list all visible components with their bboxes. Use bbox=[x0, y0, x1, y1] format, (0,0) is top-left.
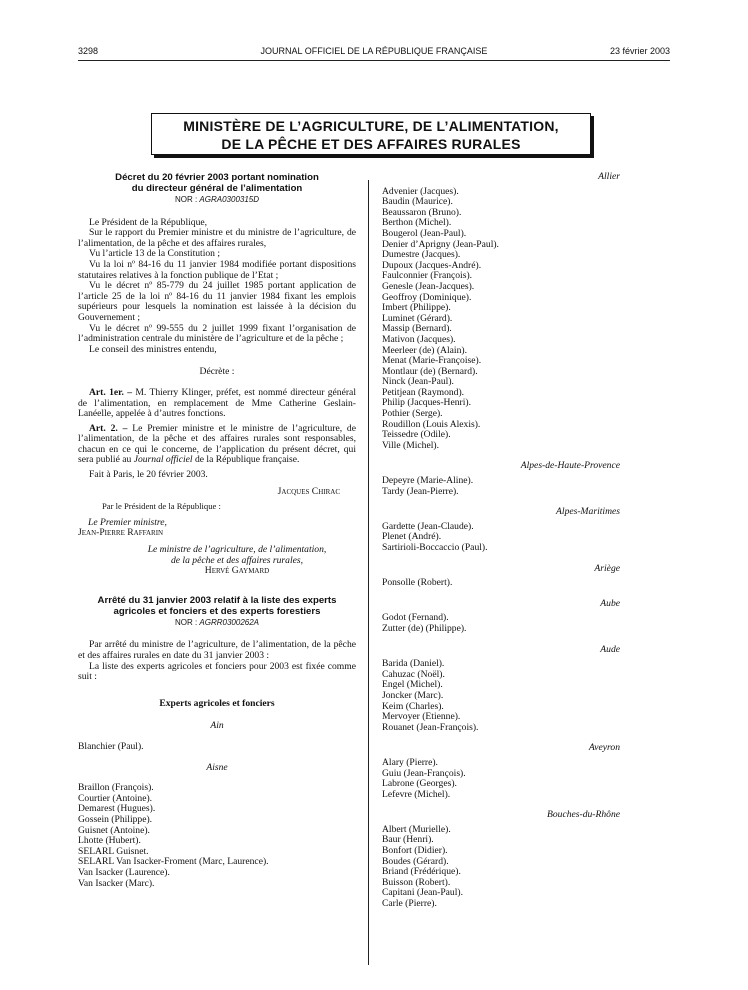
decree-preamble-paragraph: Sur le rapport du Premier ministre et du ministre de l’agriculture, de l’alimentation, de la pêche et des affaires rurales, bbox=[78, 227, 356, 249]
article-1-text: M. Thierry Klinger, préfet, est nommé directeur général de l’alimentation, en remplacement de Mme Catherine Geslain-Lanéelle, appelée à d’autres fonctions. bbox=[78, 386, 356, 420]
expert-name: Ninck (Jean-Paul). bbox=[382, 376, 454, 388]
minister-title-1: Le ministre de l’agriculture, de l’alimentation, bbox=[147, 544, 327, 556]
decree-decrete: Décrète : bbox=[199, 366, 235, 378]
expert-name: Demarest (Hugues). bbox=[78, 803, 156, 815]
decree-signer: Jacques Chirac bbox=[277, 485, 340, 497]
expert-name: Massip (Bernard). bbox=[382, 323, 452, 335]
arrete-nor: NOR : AGRR0300262A bbox=[174, 617, 260, 627]
expert-name: Briand (Frédérique). bbox=[382, 866, 461, 878]
expert-name: Lefevre (Michel). bbox=[382, 788, 451, 800]
arrete-title-line1: Arrêté du 31 janvier 2003 relatif à la liste des experts bbox=[97, 594, 337, 606]
decree-preamble-paragraph: Vu le décret nº 85-779 du 24 juillet 1985 portant application de l’article 25 de la loi nº 84-16 du 11 janvier 1984 fixant les emplois supérieurs pour lesquels la nomination est laissée à la décision du Gouvernement ; bbox=[78, 280, 356, 323]
expert-name: Gardette (Jean-Claude). bbox=[382, 520, 474, 532]
decree-preamble bbox=[78, 218, 356, 356]
expert-name: Lhotte (Hubert). bbox=[78, 835, 141, 847]
expert-name: Plenet (André). bbox=[382, 531, 442, 543]
journal-officiel-ref: Journal officiel bbox=[133, 454, 193, 466]
ministry-title-box bbox=[151, 113, 591, 155]
dept-heading: Alpes-de-Haute-Provence bbox=[520, 460, 620, 472]
expert-name: Imbert (Philippe). bbox=[382, 302, 451, 314]
expert-name: Depeyre (Marie-Aline). bbox=[382, 475, 474, 487]
column-separator bbox=[368, 180, 369, 965]
expert-name: Luminet (Gérard). bbox=[382, 312, 453, 324]
arrete-title-line2: agricoles et fonciers et des experts forestiers bbox=[113, 605, 321, 617]
dept-heading: Bouches-du-Rhône bbox=[547, 809, 620, 821]
expert-name: Albert (Murielle). bbox=[382, 823, 451, 835]
expert-name: Gossein (Philippe). bbox=[78, 813, 153, 825]
expert-name: Geoffroy (Dominique). bbox=[382, 291, 472, 303]
expert-name: Boudes (Gérard). bbox=[382, 855, 449, 867]
expert-name: Berthon (Michel). bbox=[382, 217, 452, 229]
left-column bbox=[78, 172, 356, 889]
journal-title: JOURNAL OFFICIEL DE LA RÉPUBLIQUE FRANÇAISE bbox=[260, 46, 488, 56]
dept-heading: Aisne bbox=[206, 761, 228, 773]
expert-name: Pothier (Serge). bbox=[382, 408, 443, 420]
dept-heading: Ain bbox=[210, 720, 224, 732]
expert-name: Dupoux (Jacques-André). bbox=[382, 259, 482, 271]
expert-name: Sartirioli-Boccaccio (Paul). bbox=[382, 542, 488, 553]
expert-name: Godot (Fernand). bbox=[382, 612, 449, 624]
expert-name: Carle (Pierre). bbox=[382, 898, 437, 910]
par-le-president: Par le Président de la République : bbox=[102, 501, 221, 512]
decree-title-line1: Décret du 20 février 2003 portant nomination bbox=[115, 172, 319, 183]
expert-name: Denier d’Aprigny (Jean-Paul). bbox=[382, 238, 499, 250]
expert-name: Bonfort (Didier). bbox=[382, 845, 448, 857]
ministry-title-line2: DE LA PÊCHE ET DES AFFAIRES RURALES bbox=[221, 136, 521, 152]
expert-name: Alary (Pierre). bbox=[382, 756, 438, 768]
expert-name: Guisnet (Antoine). bbox=[78, 824, 150, 836]
expert-name: Ville (Michel). bbox=[382, 439, 439, 451]
expert-name: Engel (Michel). bbox=[382, 679, 443, 691]
decree-preamble-paragraph: Le conseil des ministres entendu, bbox=[89, 343, 217, 355]
header-rule bbox=[78, 60, 670, 61]
right-column bbox=[382, 172, 670, 910]
pm-name: Jean-Pierre Raffarin bbox=[78, 527, 164, 539]
expert-name: Braillon (François). bbox=[78, 782, 154, 794]
expert-name: Roudillon (Louis Alexis). bbox=[382, 418, 481, 430]
expert-name: Van Isacker (Laurence). bbox=[78, 866, 170, 878]
decree-title-line2: du directeur général de l’alimentation bbox=[131, 183, 303, 194]
expert-name: Faulconnier (François). bbox=[382, 270, 473, 282]
expert-name: Menat (Marie-Françoise). bbox=[382, 355, 482, 367]
expert-name: Genesle (Jean-Jacques). bbox=[382, 280, 475, 292]
article-1-label: Art. 1er. – bbox=[89, 386, 133, 398]
right-dept-list bbox=[382, 172, 670, 910]
decree-preamble-paragraph: Vu la loi nº 84-16 du 11 janvier 1984 modifiée portant dispositions statutaires relatives à la fonction publique de l’Etat ; bbox=[78, 258, 356, 281]
expert-name: Blanchier (Paul). bbox=[78, 740, 144, 752]
expert-name: Barida (Daniel). bbox=[382, 658, 445, 670]
arrete-paragraph-2: La liste des experts agricoles et fonciers pour 2003 est fixée comme suit : bbox=[78, 660, 356, 683]
expert-name: Keim (Charles). bbox=[382, 700, 444, 712]
arrete-paragraph-1: Par arrêté du ministre de l’agriculture, de l’alimentation, de la pêche et des affaires rurales en date du 31 janvier 2003 : bbox=[78, 639, 356, 661]
expert-name: Tardy (Jean-Pierre). bbox=[382, 485, 459, 497]
dept-heading: Ariège bbox=[594, 562, 620, 574]
expert-name: SELARL Van Isacker-Froment (Marc, Laurence). bbox=[78, 856, 269, 868]
expert-name: Baudin (Maurice). bbox=[382, 196, 453, 208]
dept-heading: Aude bbox=[600, 643, 620, 655]
expert-name: Dumestre (Jacques). bbox=[382, 249, 461, 261]
minister-name: Hervé Gaymard bbox=[204, 565, 270, 577]
article-2-label: Art. 2. – bbox=[89, 422, 128, 434]
expert-name: Petitjean (Raymond). bbox=[382, 386, 465, 398]
page-number: 3298 bbox=[78, 46, 99, 56]
minister-title-2: de la pêche et des affaires rurales, bbox=[170, 554, 304, 566]
expert-name: Mervoyer (Etienne). bbox=[382, 711, 461, 723]
decree-article-2: Art. 2. – Le Premier ministre et le ministre de l’agriculture, de l’alimentation, de la pêche et des affaires rurales sont responsables, chacun en ce qui le concerne, de l’application du présent décret, qui sera publié au Journal officiel de la République française. bbox=[78, 422, 356, 466]
expert-name: Guiu (Jean-François). bbox=[382, 767, 466, 779]
expert-name: Montlaur (de) (Bernard). bbox=[382, 365, 478, 377]
expert-name: Labrone (Georges). bbox=[382, 778, 457, 790]
expert-name: Courtier (Antoine). bbox=[78, 792, 153, 804]
expert-name: Cahuzac (Noël). bbox=[382, 668, 445, 680]
expert-name: Buisson (Robert). bbox=[382, 876, 451, 888]
expert-name: Van Isacker (Marc). bbox=[78, 877, 155, 889]
expert-name: Baur (Henri). bbox=[382, 834, 434, 846]
dept-heading: Aveyron bbox=[588, 742, 620, 754]
expert-name: Capitani (Jean-Paul). bbox=[382, 887, 463, 899]
expert-name: Zutter (de) (Philippe). bbox=[382, 622, 467, 634]
left-dept-list bbox=[78, 721, 356, 889]
expert-name: Rouanet (Jean-François). bbox=[382, 721, 479, 733]
expert-name: Ponsolle (Robert). bbox=[382, 577, 453, 589]
expert-name: Mativon (Jacques). bbox=[382, 333, 456, 345]
decree-preamble-paragraph: Vu l’article 13 de la Constitution ; bbox=[89, 248, 221, 260]
expert-name: SELARL Guisnet. bbox=[78, 845, 149, 857]
page-header bbox=[78, 46, 670, 58]
expert-name: Meerleer (de) (Alain). bbox=[382, 344, 467, 356]
decree-article-1 bbox=[78, 388, 356, 420]
decree-preamble-paragraph: Vu le décret nº 99-555 du 2 juillet 1999 fixant l’organisation de l’administration centrale du ministère de l’agriculture et de la pêche ; bbox=[78, 322, 356, 345]
expert-name: Philip (Jacques-Henri). bbox=[382, 397, 471, 409]
pm-title: Le Premier ministre, bbox=[88, 516, 167, 528]
decree-nor: NOR : AGRA0300315D bbox=[174, 195, 260, 204]
expert-name: Beaussaron (Bruno). bbox=[382, 206, 462, 218]
expert-name: Bougerol (Jean-Paul). bbox=[382, 227, 467, 239]
dept-heading: Allier bbox=[598, 171, 620, 182]
expert-name: Advenier (Jacques). bbox=[382, 185, 459, 197]
decree-nor-code: AGRA0300315D bbox=[199, 195, 260, 204]
expert-name: Joncker (Marc). bbox=[382, 689, 444, 701]
ministry-title-line1: MINISTÈRE DE L’AGRICULTURE, DE L’ALIMENTATION, bbox=[183, 118, 559, 134]
decree-fait: Fait à Paris, le 20 février 2003. bbox=[89, 469, 208, 481]
issue-date: 23 février 2003 bbox=[609, 46, 670, 56]
dept-heading: Alpes-Maritimes bbox=[556, 506, 620, 518]
arrete-section-title: Experts agricoles et fonciers bbox=[159, 697, 275, 709]
decree-preamble-paragraph: Le Président de la République, bbox=[89, 216, 208, 228]
expert-name: Teissedre (Odile). bbox=[382, 429, 451, 441]
dept-heading: Aube bbox=[600, 597, 620, 609]
arrete-nor-code: AGRR0300262A bbox=[199, 617, 260, 627]
